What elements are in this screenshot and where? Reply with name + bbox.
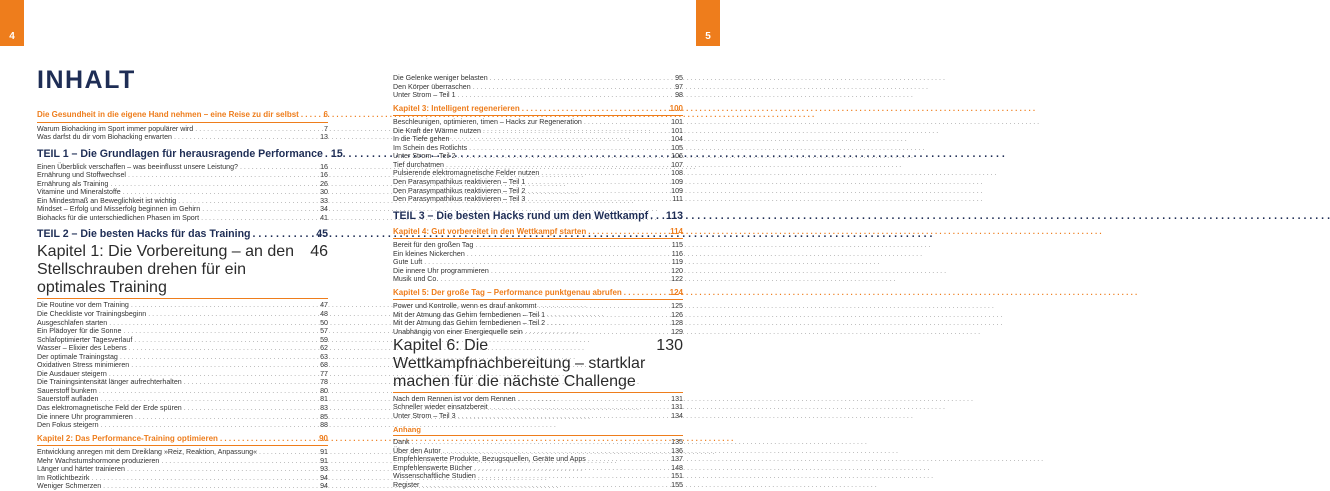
toc-entry-title: Wasser – Elixier des Lebens (37, 344, 127, 353)
toc-entry-title: Den Fokus steigern (37, 421, 99, 430)
chapter-heading[interactable] (393, 337, 683, 391)
chapter-heading-title: Die Gesundheit in die eigene Hand nehmen – eine Reise zu dir selbst (37, 110, 299, 119)
toc-entry[interactable] (37, 482, 328, 491)
toc-entry-title: Ausgeschlafen starten (37, 318, 108, 327)
page-ref: 109 (671, 186, 683, 195)
page-ref: 41 (320, 213, 328, 222)
dot-leader (525, 328, 669, 337)
toc-entry[interactable] (393, 275, 683, 284)
dot-leader (131, 301, 318, 310)
dot-leader (123, 188, 318, 197)
page-ref: 120 (671, 266, 683, 275)
dot-leader (473, 83, 673, 92)
toc-entry-title: Der optimale Trainingstag (37, 352, 118, 361)
dot-leader (584, 118, 669, 127)
toc-entry-title: Das elektromagnetische Feld der Erde spüren (37, 403, 182, 412)
toc-entry-title: Sauerstoff aufladen (37, 395, 99, 404)
toc-entry-title: Die Ausdauer steigern (37, 369, 107, 378)
toc-entry[interactable] (393, 311, 683, 320)
toc-entry-title: Schlafoptimierter Tagesverlauf (37, 335, 133, 344)
toc-entry-title: Vitamine und Mineralstoffe (37, 188, 121, 197)
toc-entry[interactable] (393, 152, 683, 161)
toc-entry-title: Unabhängig von einer Energiequelle sein (393, 327, 523, 336)
dot-leader (99, 387, 318, 396)
toc-entry[interactable] (393, 267, 683, 276)
dot-leader (547, 311, 669, 320)
page-ref: 97 (675, 82, 683, 91)
toc-entry-title: In die Tiefe gehen (393, 135, 450, 144)
dot-leader (451, 135, 669, 144)
toc-entry-title: Die innere Uhr programmieren (37, 412, 133, 421)
page-ref: 80 (320, 386, 328, 395)
dot-leader (123, 327, 318, 336)
page-ref: 106 (671, 152, 683, 161)
toc-entry[interactable] (393, 178, 683, 187)
page-ref: 113 (665, 209, 683, 222)
toc-entry[interactable] (393, 472, 683, 481)
toc-entry[interactable] (393, 241, 683, 250)
toc-entry-title: Wissenschaftliche Studien (393, 472, 476, 481)
dot-leader (220, 434, 317, 444)
page-ref: 128 (671, 319, 683, 328)
dot-leader (467, 250, 670, 259)
toc-right-page (393, 0, 683, 489)
dot-leader (195, 125, 322, 134)
page-ref: 119 (671, 258, 683, 267)
page-ref: 26 (320, 179, 328, 188)
page-ref: 91 (320, 456, 328, 465)
toc-entry[interactable] (37, 214, 328, 223)
chapter-heading[interactable] (393, 104, 683, 114)
dot-leader (131, 361, 318, 370)
page-ref: 59 (320, 335, 328, 344)
dot-leader (103, 482, 318, 491)
toc-entry-title: Unter Strom – Teil 2 (393, 152, 456, 161)
chapter-divider (37, 445, 328, 446)
dot-leader (161, 457, 318, 466)
page-ref: 105 (671, 143, 683, 152)
toc-entry-title: Die Trainingsintensität länger aufrechterhalten (37, 378, 182, 387)
toc-entry[interactable] (37, 361, 328, 370)
toc-entry[interactable] (393, 447, 683, 456)
dot-leader (135, 413, 318, 422)
toc-entry[interactable] (37, 448, 328, 457)
dot-leader (240, 163, 318, 172)
toc-entry[interactable] (37, 457, 328, 466)
dot-leader (178, 197, 318, 206)
dot-leader (110, 180, 318, 189)
toc-entry[interactable] (37, 421, 328, 430)
page-ref: 81 (320, 395, 328, 404)
dot-leader (475, 241, 669, 250)
toc-entry-title: Mit der Atmung das Gehirn fernbedienen – Teil 2 (393, 319, 546, 328)
toc-entry-title: Bereit für den großen Tag (393, 241, 474, 250)
toc-entry[interactable] (393, 302, 683, 311)
toc-entry-title: Ernährung und Stoffwechsel (37, 171, 126, 180)
dot-leader (424, 258, 670, 267)
toc-entry[interactable] (37, 319, 328, 328)
toc-entry-title: Die innere Uhr programmieren (393, 266, 489, 275)
dot-leader (650, 210, 664, 223)
toc-entry[interactable] (393, 118, 683, 127)
toc-entry[interactable] (393, 250, 683, 259)
toc-entry-title: Den Parasympathikus reaktivieren – Teil 1 (393, 177, 526, 186)
toc-entry-title: Biohacks für die unterschiedlichen Phasen im Sport (37, 213, 200, 222)
dot-leader (184, 404, 318, 413)
section-heading-title: Anhang (393, 425, 421, 435)
dot-leader (134, 336, 318, 345)
toc-entry-title: Die Routine vor dem Training (37, 301, 129, 310)
page-ref: 108 (671, 169, 683, 178)
dot-leader (490, 74, 673, 83)
toc-entry-title: Die Gelenke weniger belasten (393, 74, 488, 82)
chapter-heading-title: Kapitel 4: Gut vorbereitet in den Wettkampf starten (393, 226, 587, 236)
chapter-divider (37, 298, 328, 299)
toc-entry-title: Länger und härter trainieren (37, 465, 125, 474)
toc-left-page (37, 0, 343, 491)
toc-entry-title: Dank (393, 438, 410, 447)
page-ref: 47 (320, 301, 328, 310)
page-ref: 57 (320, 327, 328, 336)
toc-entry-title: Gute Luft (393, 258, 423, 267)
dot-leader (483, 127, 669, 136)
dot-leader (202, 205, 318, 214)
page-ref: 7 (324, 124, 328, 133)
dot-leader (527, 187, 669, 196)
page-ref: 16 (320, 162, 328, 171)
toc-entry-title: Empfehlenswerte Bücher (393, 463, 473, 472)
page-ref: 111 (672, 195, 683, 204)
dot-leader (458, 152, 670, 161)
dot-leader (527, 195, 670, 204)
toc-entry[interactable] (393, 258, 683, 267)
chapter-divider (393, 299, 683, 300)
page-ref: 116 (671, 249, 683, 258)
dot-leader (128, 171, 318, 180)
page-ref: 122 (671, 275, 683, 284)
toc-entry-title: Ein Plädoyer für die Sonne (37, 327, 122, 336)
page-ref: 94 (320, 482, 328, 491)
toc-entry[interactable] (37, 301, 328, 310)
dot-leader (490, 403, 670, 412)
page-ref: 13 (320, 133, 328, 142)
page-ref: 130 (656, 336, 683, 354)
page-ref: 155 (671, 480, 683, 489)
page-ref: 126 (671, 310, 683, 319)
toc-entry[interactable] (37, 188, 328, 197)
dot-leader (129, 344, 318, 353)
dot-leader (527, 178, 669, 187)
page-ref: 88 (320, 421, 328, 430)
page-ref: 95 (675, 74, 683, 82)
page-ref: 124 (669, 287, 683, 297)
toc-entry-title: Empfehlenswerte Produkte, Bezugsquellen, Geräte und Apps (393, 455, 586, 464)
toc-entry-title: Mindset – Erfolg und Misserfolg beginnen im Gehirn (37, 205, 201, 214)
dot-leader (201, 214, 318, 223)
dot-leader (541, 169, 669, 178)
toc-entry[interactable] (37, 197, 328, 206)
toc-entry[interactable] (393, 161, 683, 170)
dot-leader (91, 474, 318, 483)
toc-entry-title: Schneller wieder einsatzbereit (393, 403, 488, 412)
toc-entry-title: Tief durchatmen (393, 160, 444, 169)
toc-entry-title: Warum Biohacking im Sport immer populärer wird (37, 124, 194, 133)
chapter-divider (37, 122, 328, 123)
dot-leader (325, 148, 329, 161)
page-ref: 100 (669, 103, 683, 113)
page-number-right: 5 (696, 0, 720, 46)
page-ref: 125 (671, 302, 683, 311)
toc-entry[interactable] (37, 310, 328, 319)
dot-leader (412, 438, 670, 447)
toc-entry[interactable] (37, 413, 328, 422)
toc-entry[interactable] (393, 91, 683, 100)
toc-entry-title: Den Körper überraschen (393, 82, 471, 91)
part-heading-title: TEIL 1 – Die Grundlagen für herausragende Performance (37, 147, 323, 160)
page-ref: 131 (671, 394, 683, 403)
page-ref: 78 (320, 378, 328, 387)
page-number-left: 4 (0, 0, 24, 46)
page-ref: 129 (671, 327, 683, 336)
toc-entry[interactable] (37, 387, 328, 396)
dot-leader (148, 310, 318, 319)
toc-entry-title: Oxidativen Stress minimieren (37, 361, 130, 370)
toc-entry[interactable] (393, 74, 683, 83)
toc-entry-title: Die Checkliste vor Trainingsbeginn (37, 309, 147, 318)
toc-entry-title: Unter Strom – Teil 3 (393, 411, 456, 420)
toc-entry[interactable] (393, 481, 683, 490)
page-ref: 77 (320, 369, 328, 378)
chapter-heading-title: Kapitel 6: Die Wettkampfnachbereitung – startklar machen für die nächste Challenge (393, 336, 646, 390)
page-ref: 63 (320, 352, 328, 361)
toc-entry-title: Nach dem Rennen ist vor dem Rennen (393, 394, 516, 403)
toc-entry[interactable] (37, 395, 328, 404)
toc-entry-title: Sauerstoff bunkern (37, 386, 97, 395)
dot-leader (588, 227, 668, 237)
toc-entry-title: Register (393, 480, 420, 489)
page-ref: 46 (310, 243, 328, 261)
toc-entry[interactable] (37, 353, 328, 362)
chapter-heading-title: Kapitel 2: Das Performance-Training optimieren (37, 433, 218, 443)
page-ref: 137 (671, 455, 683, 464)
chapter-heading[interactable] (393, 227, 683, 237)
toc-entry[interactable] (37, 125, 328, 134)
toc-entry[interactable] (393, 412, 683, 421)
dot-leader (101, 421, 319, 430)
dot-leader (539, 302, 670, 311)
dot-leader (259, 448, 318, 457)
dot-leader (109, 370, 318, 379)
dot-leader (446, 161, 669, 170)
dot-leader (127, 465, 318, 474)
toc-entry-title: Beschleunigen, optimieren, timen – Hacks zur Regeneration (393, 118, 582, 127)
toc-entry[interactable] (37, 344, 328, 353)
page-ref: 15 (330, 147, 343, 160)
toc-entry[interactable] (393, 83, 683, 92)
part-heading[interactable] (37, 147, 343, 161)
part-heading[interactable] (37, 228, 328, 241)
toc-entry[interactable] (37, 474, 328, 483)
toc-entry[interactable] (393, 144, 683, 153)
chapter-divider (393, 392, 683, 393)
page-ref: 114 (670, 226, 683, 236)
page-ref: 134 (671, 411, 683, 420)
page-ref: 151 (671, 472, 683, 481)
part-heading-title: TEIL 3 – Die besten Hacks rund um den Wettkampf (393, 209, 649, 222)
section-heading[interactable] (393, 425, 683, 434)
chapter-heading-title: Kapitel 1: Die Vorbereitung – an den Stellschrauben drehen für ein optimales Training (37, 243, 295, 297)
dot-leader (474, 464, 669, 473)
chapter-divider (393, 115, 683, 116)
dot-leader (624, 288, 668, 298)
dot-leader (301, 110, 322, 120)
toc-entry-title: Mehr Wachstumshormone produzieren (37, 456, 160, 465)
chapter-heading[interactable] (37, 434, 328, 444)
toc-entry[interactable] (37, 180, 328, 189)
toc-entry[interactable] (393, 127, 683, 136)
toc-list-right (393, 74, 683, 489)
page-ref: 104 (671, 135, 683, 144)
page-ref: 83 (320, 403, 328, 412)
page-ref: 6 (323, 110, 328, 119)
page-ref: 101 (671, 118, 683, 127)
page-ref: 90 (319, 433, 328, 443)
page-ref: 148 (671, 463, 683, 472)
dot-leader (469, 144, 669, 153)
chapter-heading[interactable] (37, 243, 328, 297)
page-ref: 109 (671, 177, 683, 186)
chapter-heading-title: Kapitel 5: Der große Tag – Performance punktgenau abrufen (393, 287, 622, 297)
page-ref: 33 (320, 196, 328, 205)
page-ref: 62 (320, 344, 328, 353)
dot-leader (120, 353, 318, 362)
toc-entry[interactable] (37, 327, 328, 336)
toc-list-left (37, 106, 343, 491)
toc-entry[interactable] (393, 464, 683, 473)
toc-entry-title: Power und Kontrolle, wenn es drauf ankommt (393, 302, 537, 311)
toc-entry-title: Im Schein des Rotlichts (393, 143, 468, 152)
dot-leader (458, 91, 674, 100)
chapter-heading[interactable] (393, 288, 683, 298)
toc-entry[interactable] (393, 187, 683, 196)
chapter-heading[interactable] (37, 110, 328, 120)
page-ref: 93 (320, 465, 328, 474)
page-ref: 131 (671, 403, 683, 412)
toc-entry-title: Weniger Schmerzen (37, 482, 102, 491)
page-ref: 98 (675, 91, 683, 100)
dot-leader (109, 319, 318, 328)
dot-leader (547, 319, 669, 328)
toc-entry-title: Musik und Co. (393, 275, 439, 284)
toc-entry[interactable] (37, 370, 328, 379)
toc-entry-title: Ein kleines Nickerchen (393, 249, 465, 258)
page-ref: 136 (671, 446, 683, 455)
dot-leader (421, 481, 669, 490)
toc-entry-title: Im Rotlichtbezirk (37, 473, 90, 482)
toc-entry[interactable] (37, 465, 328, 474)
page-ref: 85 (320, 412, 328, 421)
toc-entry-title: Den Parasympathikus reaktivieren – Teil 2 (393, 186, 526, 195)
dot-leader (443, 447, 669, 456)
dot-leader (253, 228, 315, 241)
page-ref: 135 (671, 438, 683, 447)
toc-entry-title: Mit der Atmung das Gehirn fernbedienen – Teil 1 (393, 310, 546, 319)
toc-entry[interactable] (37, 378, 328, 387)
chapter-divider (393, 435, 683, 436)
page-ref: 34 (320, 205, 328, 214)
page-title: INHALT (37, 66, 136, 94)
toc-entry-title: Pulsierende elektromagnetische Felder nutzen (393, 169, 540, 178)
toc-entry-title: Was darfst du dir vom Biohacking erwarten (37, 133, 172, 142)
toc-entry-title: Ernährung als Training (37, 179, 109, 188)
dot-leader (491, 267, 669, 276)
toc-entry-title: Unter Strom – Teil 1 (393, 91, 456, 100)
page-ref: 45 (316, 228, 328, 241)
page-ref: 16 (320, 171, 328, 180)
part-heading[interactable] (393, 210, 683, 223)
toc-entry[interactable] (393, 169, 683, 178)
dot-leader (518, 395, 670, 404)
page-ref: 101 (671, 126, 683, 135)
dot-leader (478, 472, 669, 481)
page-ref: 94 (320, 473, 328, 482)
toc-entry[interactable] (37, 171, 328, 180)
toc-entry[interactable] (393, 455, 683, 464)
dot-leader (588, 455, 669, 464)
dot-leader (100, 395, 318, 404)
toc-entry-title: Einen Überblick verschaffen – was beeinflusst unsere Leistung? (37, 162, 238, 171)
dot-leader (522, 104, 668, 114)
toc-entry-title: Über den Autor (393, 446, 441, 455)
toc-entry[interactable] (393, 328, 683, 337)
toc-entry[interactable] (37, 404, 328, 413)
chapter-heading-title: Kapitel 3: Intelligent regenerieren (393, 103, 520, 113)
toc-entry-title: Den Parasympathikus reaktivieren – Teil 3 (393, 195, 526, 204)
page-ref: 91 (320, 448, 328, 457)
toc-entry-title: Entwicklung anregen mit dem Dreiklang »Reiz, Reaktion, Anpassung« (37, 448, 258, 457)
page-ref: 115 (671, 241, 683, 250)
toc-entry[interactable] (37, 163, 328, 172)
page-ref: 30 (320, 188, 328, 197)
page-ref: 68 (320, 361, 328, 370)
dot-leader (440, 275, 669, 284)
toc-entry[interactable] (37, 336, 328, 345)
toc-entry[interactable] (393, 438, 683, 447)
page-ref: 50 (320, 318, 328, 327)
chapter-divider (393, 238, 683, 239)
toc-entry[interactable] (393, 319, 683, 328)
page-ref: 107 (671, 160, 683, 169)
toc-entry[interactable] (393, 395, 683, 404)
toc-entry[interactable] (393, 403, 683, 412)
toc-entry[interactable] (37, 205, 328, 214)
dot-leader (458, 412, 670, 421)
toc-entry[interactable] (37, 133, 328, 142)
toc-entry-title: Die Kraft der Wärme nutzen (393, 126, 481, 135)
dot-leader (174, 133, 318, 142)
toc-entry[interactable] (393, 195, 683, 204)
dot-leader (184, 378, 318, 387)
toc-entry-title: Ein Mindestmaß an Beweglichkeit ist wichtig (37, 196, 177, 205)
part-heading-title: TEIL 2 – Die besten Hacks für das Training (37, 228, 251, 241)
page-ref: 48 (320, 309, 328, 318)
toc-entry[interactable] (393, 135, 683, 144)
